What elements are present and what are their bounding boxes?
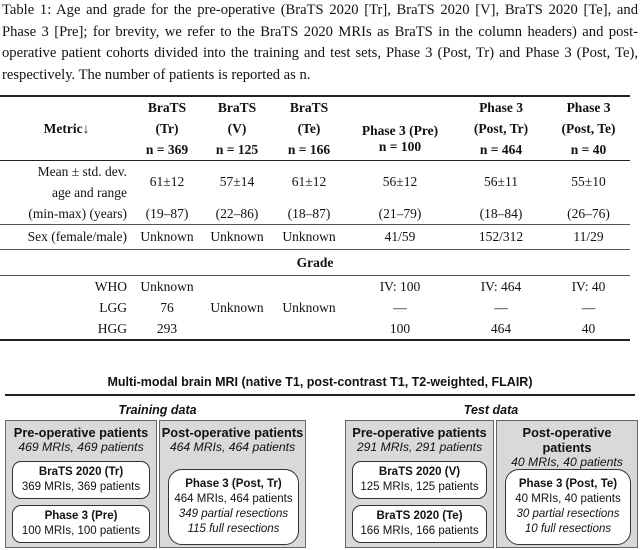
training-label: Training data [118, 403, 197, 417]
group-subtitle: 469 MRIs, 469 patients [18, 440, 144, 454]
box-title: Phase 3 (Post, Tr) [185, 478, 282, 490]
group-title: Post-operative patients [161, 425, 304, 440]
cell: (21–79) [378, 205, 422, 221]
cell: 40 [581, 320, 596, 336]
cell: 100 [389, 320, 411, 336]
cell: Unknown [282, 299, 336, 315]
box-text: 40 MRIs, 40 patients [515, 493, 621, 505]
group-subtitle: 291 MRIs, 291 patients [356, 440, 483, 454]
phase3-post-te-box [505, 469, 631, 545]
brats-te-box [352, 505, 487, 543]
box-title: Phase 3 (Post, Te) [518, 478, 618, 490]
row-label: WHO [94, 278, 127, 294]
brats-tr-box [12, 461, 150, 499]
test-postop-group [496, 420, 638, 548]
table-caption: Table 1: Age and grade for the pre-operative (BraTS 2020 [Tr], BraTS 2020 [V], BraTS 2020 [Te], and Phase 3 [Pre]; for brevity, we refer to the BraTS 2020 MRIs as BraTS in the column headers) and post-operative patient cohorts divided into the training and test sets, Phase 3 (Post, Tr) and Phase 3 (Post, Te), respectively. The number of patients is reported as n. [2, 2, 638, 83]
box-text: 100 MRIs, 100 patients [21, 525, 141, 537]
col-n: n = 369 [145, 141, 189, 157]
phase3-pre-box [12, 505, 150, 543]
cell: Unknown [210, 229, 264, 244]
cell: IV: 40 [571, 278, 606, 294]
cell: 464 [490, 320, 512, 336]
cell: 61±12 [291, 174, 327, 189]
group-title: Post-operative patients [522, 425, 612, 455]
cell: 61±12 [149, 174, 185, 189]
col-header: BraTS [217, 99, 257, 115]
cell: — [494, 299, 508, 315]
demographics-table [0, 95, 630, 341]
who-row [0, 276, 630, 298]
cell: IV: 100 [379, 278, 421, 294]
box-partial: 30 partial resections [516, 508, 620, 520]
col-header: (Te) [297, 120, 321, 136]
row-label: LGG [99, 299, 127, 315]
metric-header: Metric↓ [43, 120, 90, 136]
cell: 41/59 [384, 229, 416, 244]
box-title: BraTS 2020 (Tr) [38, 466, 124, 478]
row-label: (min-max) (years) [28, 205, 127, 221]
cell: — [393, 299, 407, 315]
header-row [0, 96, 630, 118]
box-full: 10 full resections [524, 523, 612, 535]
cell: 55±10 [571, 174, 606, 189]
cell: 56±12 [382, 174, 418, 189]
cell: (18–87) [287, 205, 331, 221]
cell: 152/312 [478, 229, 524, 244]
phase3-post-tr-box [168, 469, 299, 545]
col-header: (Post, Tr) [473, 120, 529, 136]
col-header: (Post, Te) [561, 120, 616, 136]
cell: Unknown [140, 229, 194, 244]
col-header: BraTS [289, 99, 329, 115]
cell: 76 [160, 299, 174, 315]
cell: (18–84) [479, 205, 523, 221]
col-header: Phase 3 (Pre) [361, 123, 439, 138]
box-text: 125 MRIs, 125 patients [360, 481, 479, 493]
col-n: n = 464 [479, 141, 523, 157]
col-n: n = 40 [570, 141, 607, 157]
box-title: Phase 3 (Pre) [44, 510, 118, 522]
brats-v-box [352, 461, 487, 499]
cell: 56±11 [484, 174, 518, 189]
group-title: Pre-operative patients [352, 425, 487, 440]
divider [5, 394, 635, 396]
col-n: n = 125 [215, 141, 259, 157]
col-n: n = 100 [378, 139, 422, 154]
col-header: Phase 3 [566, 99, 611, 115]
box-text: 464 MRIs, 464 patients [174, 493, 293, 505]
box-text: 166 MRIs, 166 patients [360, 525, 479, 537]
col-header: (Tr) [155, 120, 179, 136]
test-preop-group [345, 420, 494, 548]
cell: 11/29 [573, 229, 604, 244]
cell: 293 [156, 320, 178, 336]
cell: (19–87) [145, 205, 189, 221]
col-header: BraTS [147, 99, 187, 115]
cell: (26–76) [567, 205, 610, 221]
grade-header: Grade [296, 254, 334, 270]
diagram-title: Multi-modal brain MRI (native T1, post-contrast T1, T2-weighted, FLAIR) [107, 375, 533, 389]
group-subtitle: 464 MRIs, 464 patients [169, 440, 296, 454]
group-subtitle: 40 MRIs, 40 patients [511, 455, 623, 469]
age-row [0, 161, 630, 183]
cell: — [581, 299, 596, 315]
sex-row [0, 225, 630, 250]
row-label: Sex (female/male) [27, 229, 127, 244]
box-partial: 349 partial resections [178, 508, 289, 520]
cell: IV: 464 [480, 278, 522, 294]
row-label: Mean ± std. dev. [37, 163, 127, 179]
col-header: Phase 3 [479, 99, 523, 115]
col-header: (V) [227, 120, 247, 136]
cell: Unknown [282, 229, 336, 244]
box-full: 115 full resections [187, 523, 280, 535]
group-title: Pre-operative patients [13, 425, 149, 440]
cell: (22–86) [215, 205, 259, 221]
cell: 57±14 [219, 174, 255, 189]
box-text: 369 MRIs, 369 patients [21, 481, 141, 493]
row-label: age and range [52, 184, 127, 200]
train-postop-group [159, 420, 306, 548]
row-label: HGG [97, 320, 127, 336]
cell: Unknown [140, 278, 194, 294]
box-title: BraTS 2020 (V) [378, 466, 461, 478]
train-preop-group [5, 420, 157, 548]
box-title: BraTS 2020 (Te) [376, 510, 463, 522]
cell: Unknown [210, 299, 264, 315]
test-label: Test data [463, 403, 519, 417]
col-n: n = 166 [287, 141, 331, 157]
